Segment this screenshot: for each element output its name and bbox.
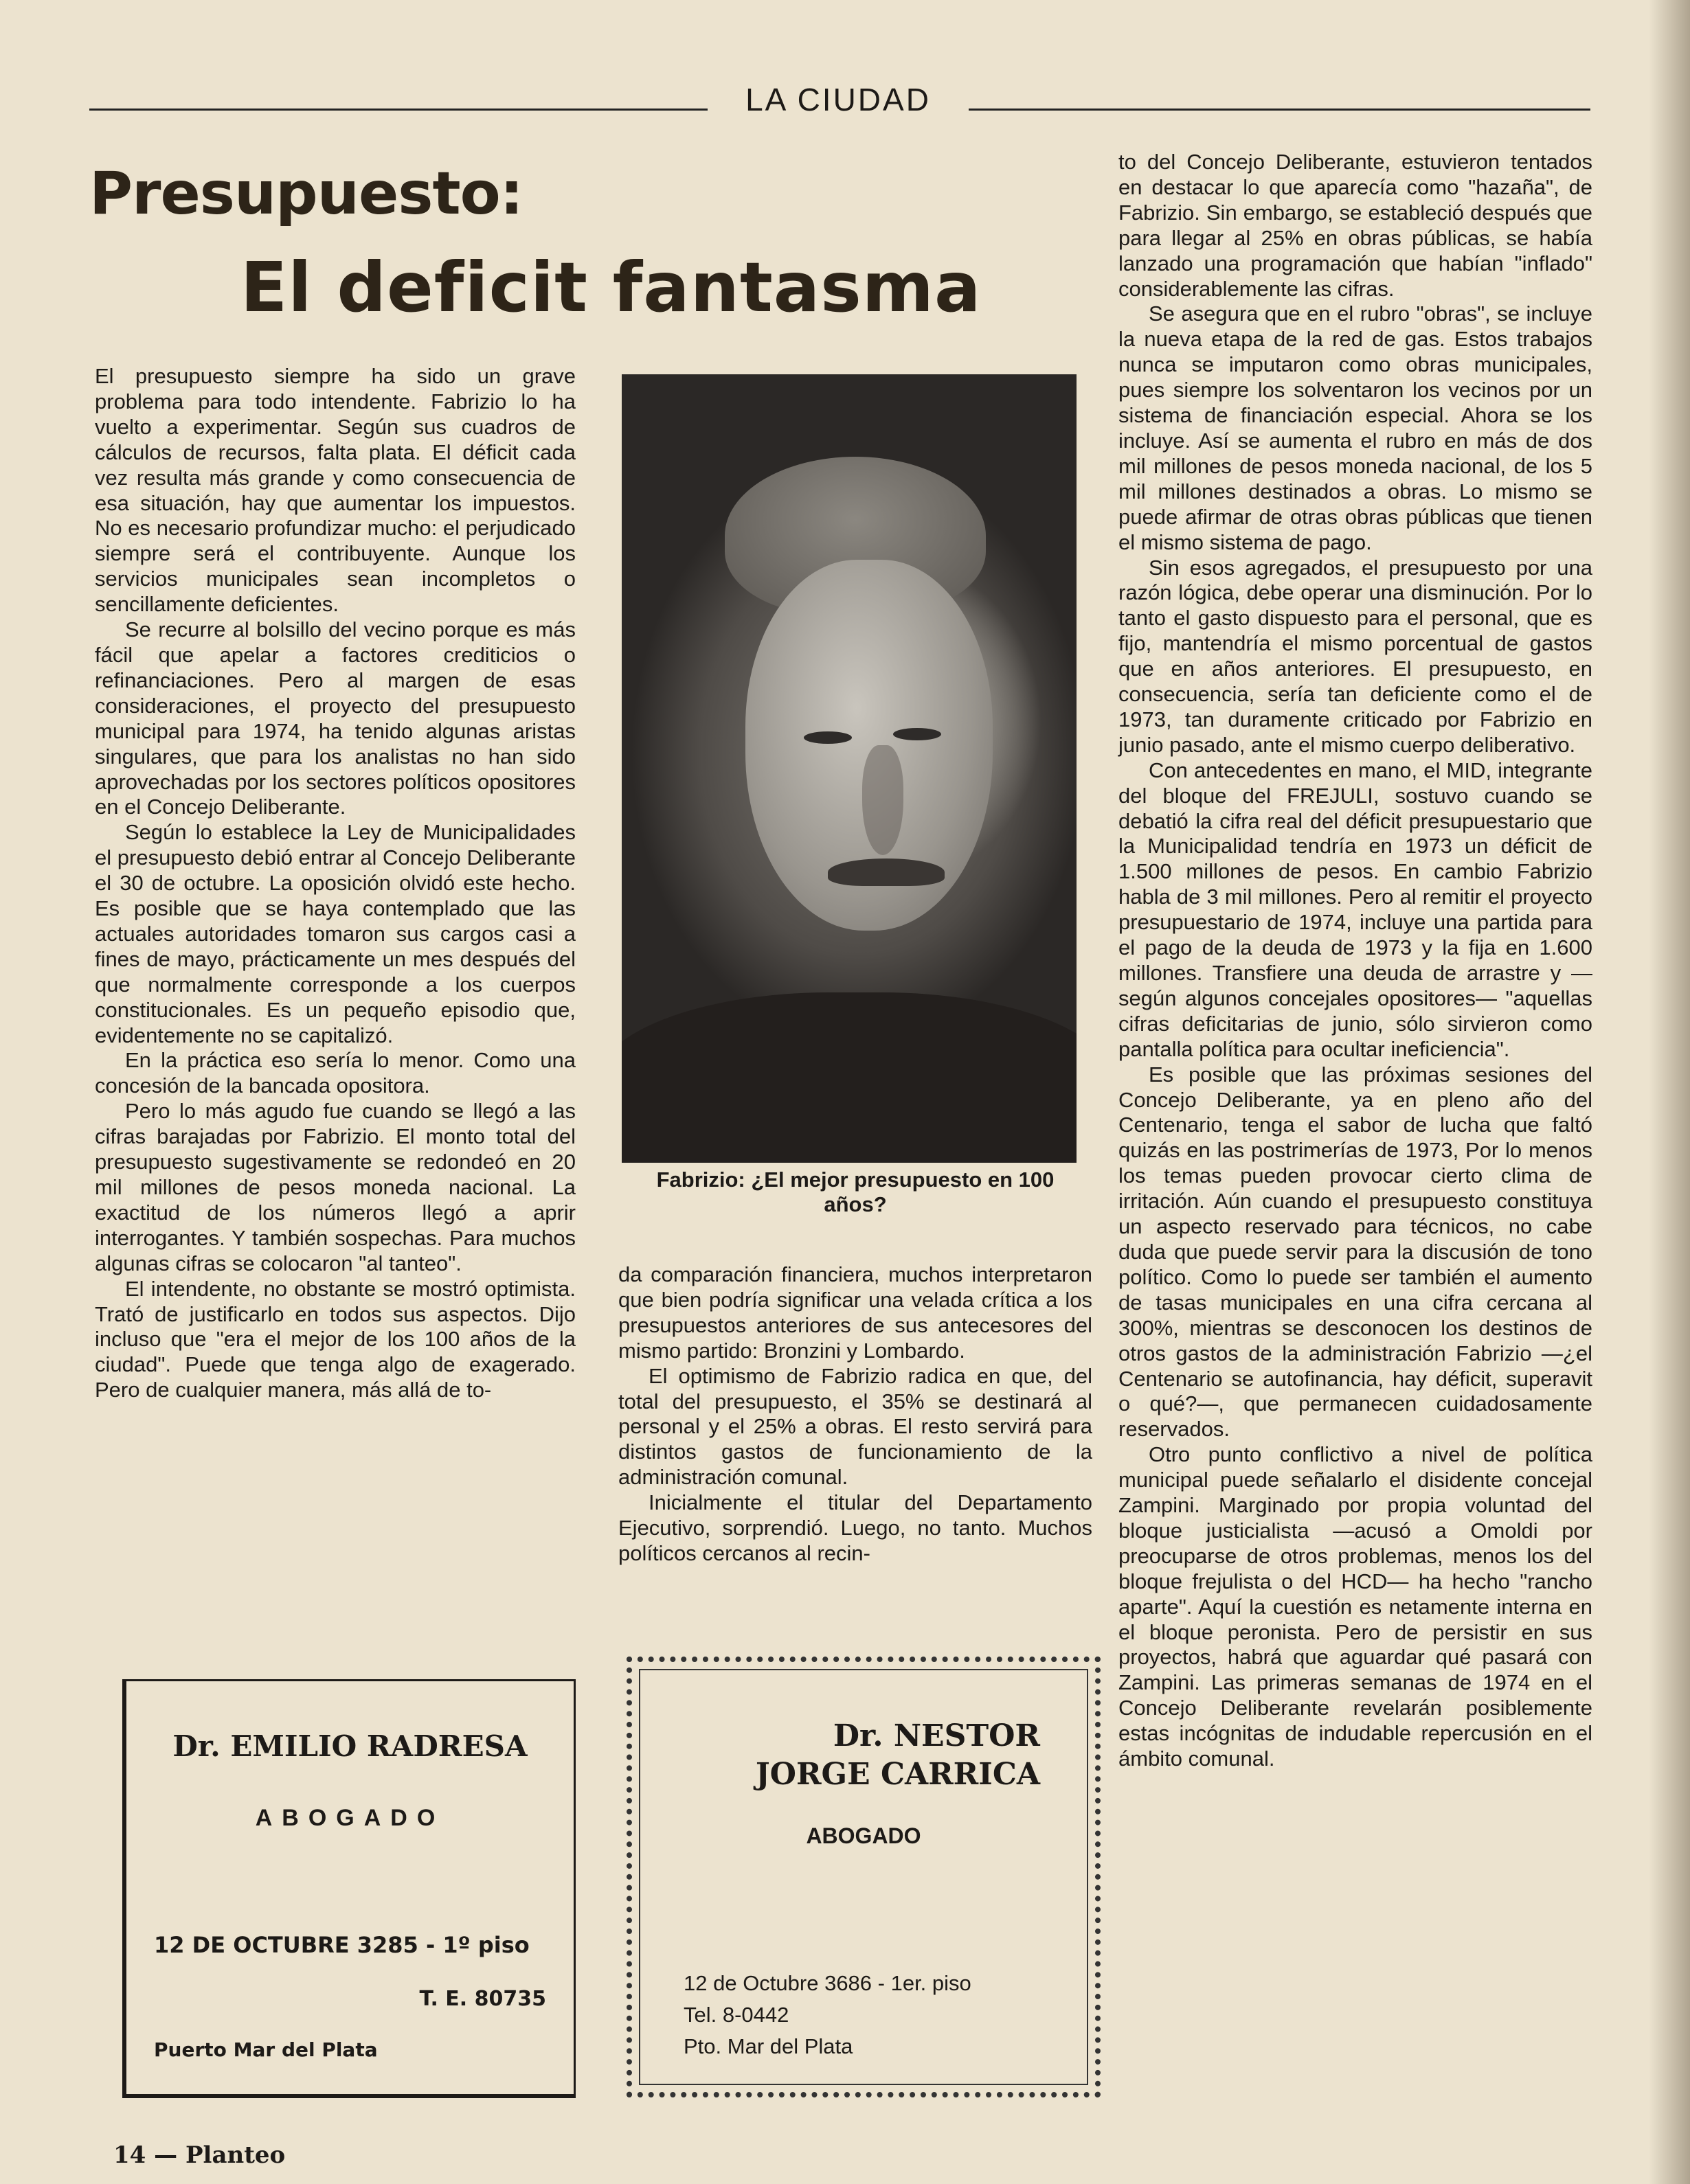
paragraph: to del Concejo Deliberante, estuvieron tentados en destacar lo que aparecía como "hazaña", de Fabrizio. Sin embargo, se estableció después que para llegar al 25% en obras públicas, se había lanzado una programación que habían "inflado" considerablemente las cifras. <box>1118 150 1592 301</box>
ad-address: 12 de Octubre 3686 - 1er. piso <box>684 1971 971 1995</box>
paragraph: Sin esos agregados, el presupuesto por una razón lógica, debe operar una disminución. Por lo tanto el gasto dispuesto para el personal, que es fijo, mantendría el mismo porcentual de gastos que en años anteriores. El presupuesto, en consecuencia, sería tan deficiente como el de 1973, tan duramente criticado por Fabrizio en junio pasado, ante el mismo cuerpo deliberativo. <box>1118 555 1592 757</box>
photo-eye-left <box>804 731 852 744</box>
ad-name-line2: JORGE CARRICA <box>755 1757 1040 1792</box>
paragraph: Pero lo más agudo fue cuando se llegó a las cifras barajadas por Fabrizio. El monto total del presupuesto sugestivamente se redondeó en 20 mil millones de pesos moneda nacional. La exactitud de los números llegó a aprir interrogantes. Y también sospechas. Para muchos algunas cifras se colocaron "al tanteo". <box>95 1099 576 1275</box>
paragraph: da comparación financiera, muchos interpretaron que bien podría significar una velada crítica a los presupuestos anteriores de sus antecesores del mismo partido: Bronzini y Lombardo. <box>618 1262 1092 1363</box>
section-title: LA CIUDAD <box>745 82 931 117</box>
article-column-3 <box>1118 150 1592 2100</box>
lawyer-ad-carrica <box>627 1657 1101 2097</box>
photo-nose <box>862 745 903 855</box>
ad-name-line1: Dr. NESTOR <box>833 1718 1040 1753</box>
ad-profession: ABOGADO <box>806 1823 921 1848</box>
article-column-2 <box>618 1262 1092 1613</box>
headline-line2: El deficit fantasma <box>240 247 982 328</box>
paragraph: El presupuesto siempre ha sido un grave problema para todo intendente. Fabrizio lo ha vuelto a experimentar. Según sus cuadros de cálculos de recursos, falta plata. El déficit cada vez resulta más grande y como consecuencia de esa situación, hay que aumentar los impuestos. No es necesario profundizar mucho: el perjudicado siempre será el contribuyente. Aunque los servicios municipales sean incompletos o sencillamente deficientes. <box>95 364 576 617</box>
paragraph: El optimismo de Fabrizio radica en que, del total del presupuesto, el 35% se destinará al personal y el 25% a obras. El resto servirá para distintos gastos de funcionamiento de la administración comunal. <box>618 1363 1092 1490</box>
paragraph: El intendente, no obstante se mostró optimista. Trató de justificarlo en todos sus aspectos. Dijo incluso que "era el mejor de los 100 años de la ciudad". Puede que tenga algo de exagerado. Pero de cualquier manera, más allá de to- <box>95 1276 576 1402</box>
paragraph: Otro punto conflictivo a nivel de política municipal puede señalarlo el disidente concejal Zampini. Marginado por propia voluntad del bloque justicialista —acusó a Omoldi por preocuparse de otros problemas, menos los del bloque frejulista o del HCD— ha hecho "rancho aparte". Aquí la cuestión es netamente interna en el bloque peronista. Pero de persistir en sus proyectos, habrá que aguardar qué pasará con Zampini. Las primeras semanas de 1974 en el Concejo Deliberante revelarán posiblemente estas incógnitas de indudable repercusión en el ámbito comunal. <box>1118 1442 1592 1771</box>
paragraph: En la práctica eso sería lo menor. Como una concesión de la bancada opositora. <box>95 1048 576 1098</box>
ad-profession: ABOGADO <box>255 1805 445 1831</box>
ad-phone: T. E. 80735 <box>419 1987 546 2011</box>
page-edge-shadow <box>1649 0 1690 2184</box>
paragraph: Inicialmente el titular del Departamento Ejecutivo, sorprendió. Luego, no tanto. Muchos políticos cercanos al recin- <box>618 1490 1092 1565</box>
ad-name <box>669 1717 1040 1794</box>
ad-contact <box>684 1968 971 2062</box>
photo-coat <box>622 992 1077 1163</box>
paragraph: Se asegura que en el rubro "obras", se incluye la nueva etapa de la red de gas. Estos trabajos nunca se imputaron como obras municipales, pues siempre los solventaron los vecinos por un sistema de financiación especial. Ahora se los incluye. Así se aumenta el rubro en más de dos mil millones de pesos moneda nacional, de los 5 mil millones destinados a obras. Lo mismo se puede afirmar de otras obras públicas que tienen el mismo sistema de pago. <box>1118 302 1592 554</box>
photo-caption: Fabrizio: ¿El mejor presupuesto en 100 años? <box>656 1168 1055 1216</box>
ad-city: Pto. Mar del Plata <box>684 2034 853 2058</box>
article-column-1 <box>95 364 576 1614</box>
headline-line1: Presupuesto: <box>89 159 523 228</box>
photo-eye-right <box>893 728 941 740</box>
paragraph: Según lo establece la Ley de Municipalidades el presupuesto debió entrar al Concejo Deliberante el 30 de octubre. La oposición olvidó este hecho. Es posible que se haya contemplado que las actuales autoridades tomaron sus cargos casi a fines de mayo, prácticamente un mes después del que normalmente corresponde a los cuerpos constitucionales. Es un pequeño episodio que, evidentemente no se capitalizó. <box>95 820 576 1047</box>
header-rule-left <box>89 109 708 111</box>
paragraph: Con antecedentes en mano, el MID, integrante del bloque del FREJULI, sostuvo cuando se debatió la cifra real del déficit presupuestario que la Municipalidad tendría en 1973 un déficit de 1.500 millones de pesos. En cambio Fabrizio habla de 3 mil millones. Pero al remitir el proyecto presupuestario de 1974, incluye una partida para el pago de la deuda de 1973 y la fija en 1.600 millones. Transfiere una deuda de arrastre y —según algunos concejales opositores— "aquellas cifras deficitarias de junio, sólo sirvieron como pantalla política para ocultar ineficiencia". <box>1118 758 1592 1061</box>
paragraph: Se recurre al bolsillo del vecino porque es más fácil que apelar a factores crediticios o refinanciaciones. Pero al margen de esas consideraciones, el proyecto del presupuesto municipal para 1974, ha tenido algunas aristas singulares, que para los analistas no han sido aprovechadas por los sectores políticos opositores en el Concejo Deliberante. <box>95 617 576 819</box>
ad-address: 12 DE OCTUBRE 3285 - 1º piso <box>154 1932 530 1958</box>
header-rule-right <box>969 109 1590 111</box>
ad-city: Puerto Mar del Plata <box>154 2038 378 2061</box>
portrait-photo <box>622 374 1077 1163</box>
lawyer-ad-radresa <box>122 1679 576 2098</box>
paragraph: Es posible que las próximas sesiones del Concejo Deliberante, ya en pleno año del Centenario, tenga el sabor de lucha que faltó quizás en las postrimerías de 1973, Por lo menos los temas pueden provocar cierto clima de irritación. Aún cuando el presupuesto constituya un aspecto reservado para técnicos, no cabe duda que puede servir para la discusión de tono político. Como lo puede ser también el aumento de tasas municipales en una cifra cercana al 300%, mientras se desconocen los destinos de otros gastos de la administración Fabrizio —¿el Centenario se autofinancia, hay déficit, superavit o qué?—, que permanecen cuidadosamente reservados. <box>1118 1062 1592 1442</box>
ad-phone: Tel. 8-0442 <box>684 2003 789 2027</box>
ad-name: Dr. EMILIO RADRESA <box>172 1729 528 1763</box>
page-footer: 14 — Planteo <box>113 2141 286 2169</box>
photo-mustache <box>828 858 945 886</box>
